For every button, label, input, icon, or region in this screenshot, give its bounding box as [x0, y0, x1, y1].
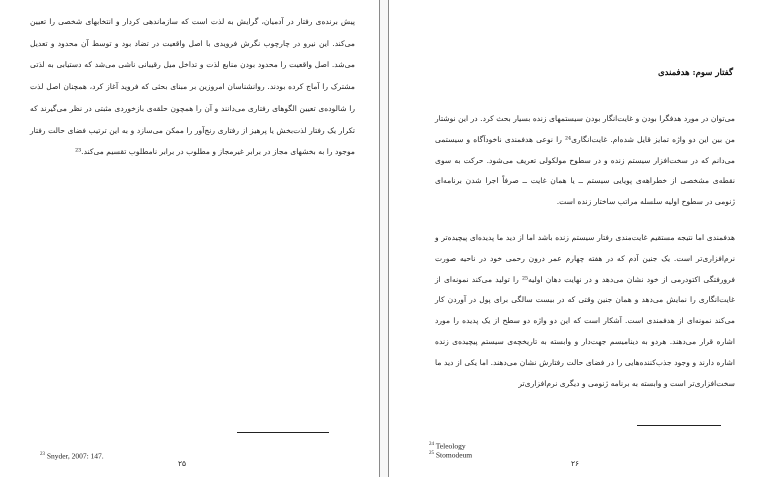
- section-heading: گفتار سوم: هدفمندی: [657, 68, 733, 78]
- footnote-number: 25: [429, 451, 434, 456]
- footnote-25: [429, 449, 472, 460]
- left-page: [0, 0, 379, 477]
- page-number-right: ۲۶: [571, 459, 580, 468]
- page-gutter: [379, 0, 389, 477]
- footnote-23: [40, 450, 104, 461]
- right-paragraph-1-block: [435, 109, 735, 213]
- right-paragraph-2-block: [435, 228, 735, 394]
- left-page-body: [30, 11, 355, 163]
- right-paragraph-2: هدفمندی اما نتیجه مستقیم غایت‌مندی رفتار سیستم زنده باشد اما از دید ما پدیده‌ای پیچیده‌تر و نرم‌افزاری‌تر است. یک جنین آدم که در هفته چهارم عمر درون رحمی خود در ناحیه صورت فرورفتگی اکتودرمی از خود نشان می‌دهد و در نهایت دهان اولیه²⁵ را تولید می‌کند نمونه‌ای از غایت‌انگاری را نمایش می‌دهد و همان جنین وقتی که در بیست سالگی برای پول در آوردن کار می‌کند نمونه‌ای از هدفمندی است. آشکار است که این دو واژه دو سطح از یک پدیده را مورد اشاره قرار می‌دهند. هردو به دینامیسم جهت‌دار و وابسته به تاریخچه‌ی سیستم پیچیده‌ی زنده اشاره دارند و وجود جذب‌کننده‌هایی را در فضای حالت رفتارش نشان می‌دهند. اما یکی از دید ما سخت‌افزاری‌تر است و وابسته به برنامه ژنومی و دیگری نرم‌افزاری‌تر: [435, 233, 735, 388]
- footnote-rule: [637, 425, 721, 426]
- footnote-number: 23: [40, 452, 45, 457]
- footnote-text: Snyder, 2007: 147.: [46, 451, 104, 461]
- footnote-text: Teleology: [435, 441, 466, 451]
- right-paragraph-1: می‌توان در مورد هدفگرا بودن و غایت‌انگار بودن سیستمهای زنده بسیار بحث کرد. در این نوشتار من بین این دو واژه تمایز قایل شده‌ام. غایت‌انگاری²⁴ را نوعی هدفمندی ناخودآگاه و سیستمی می‌دانم که در سخت‌افزار سیستم زنده و در سطوح مولکولی تعریف می‌شود. حرکت به سوی نقطه‌ی مشخصی از خطراهه‌ی پویایی سیستم ــ یا همان غایت ــ صرفاً اجرا شدن برنامه‌ای ژنومی در سطوح اولیه سلسله مراتب ساختار زنده است.: [435, 114, 735, 207]
- footnote-rule: [237, 432, 329, 433]
- page-number-left: ۲۵: [178, 459, 187, 468]
- left-paragraph: پیش برنده‌ی رفتار در آدمیان، گرایش به لذت است که سازماندهی کردار و انتخابهای شخصی را تعیین می‌کند. این نیرو در چارچوب نگرش فرویدی با اصل واقعیت در تضاد بود و توسط آن محدود و تعدیل می‌شد. اصل واقعیت را محدود بودن منابع لذت و تداخل میل رقیبانی ناشی می‌شد که دستیابی به لذتی مشترک را آماج کرده بودند. روانشناسان امروزین بر مبنای بحثی که فروید آغاز کرد، همچنان اصل لذت را شالوده‌ی تعیین الگوهای رفتاری می‌دانند و آن را همچون حلقه‌ی بازخوردی مثبتی در نظر می‌گیرند که تکرار یک رفتار لذت‌بخش یا پرهیز از رفتاری رنج‌آور را ممکن می‌سازد و به این ترتیب فضای حالت رفتار موجود را به بخشهای مجاز در برابر غیرمجاز و مطلوب در برابر نامطلوب تقسیم می‌کند.²³: [30, 17, 355, 157]
- footnote-text: Stomodeum: [435, 450, 473, 460]
- footnote-number: 24: [429, 442, 434, 447]
- right-page: [389, 0, 768, 477]
